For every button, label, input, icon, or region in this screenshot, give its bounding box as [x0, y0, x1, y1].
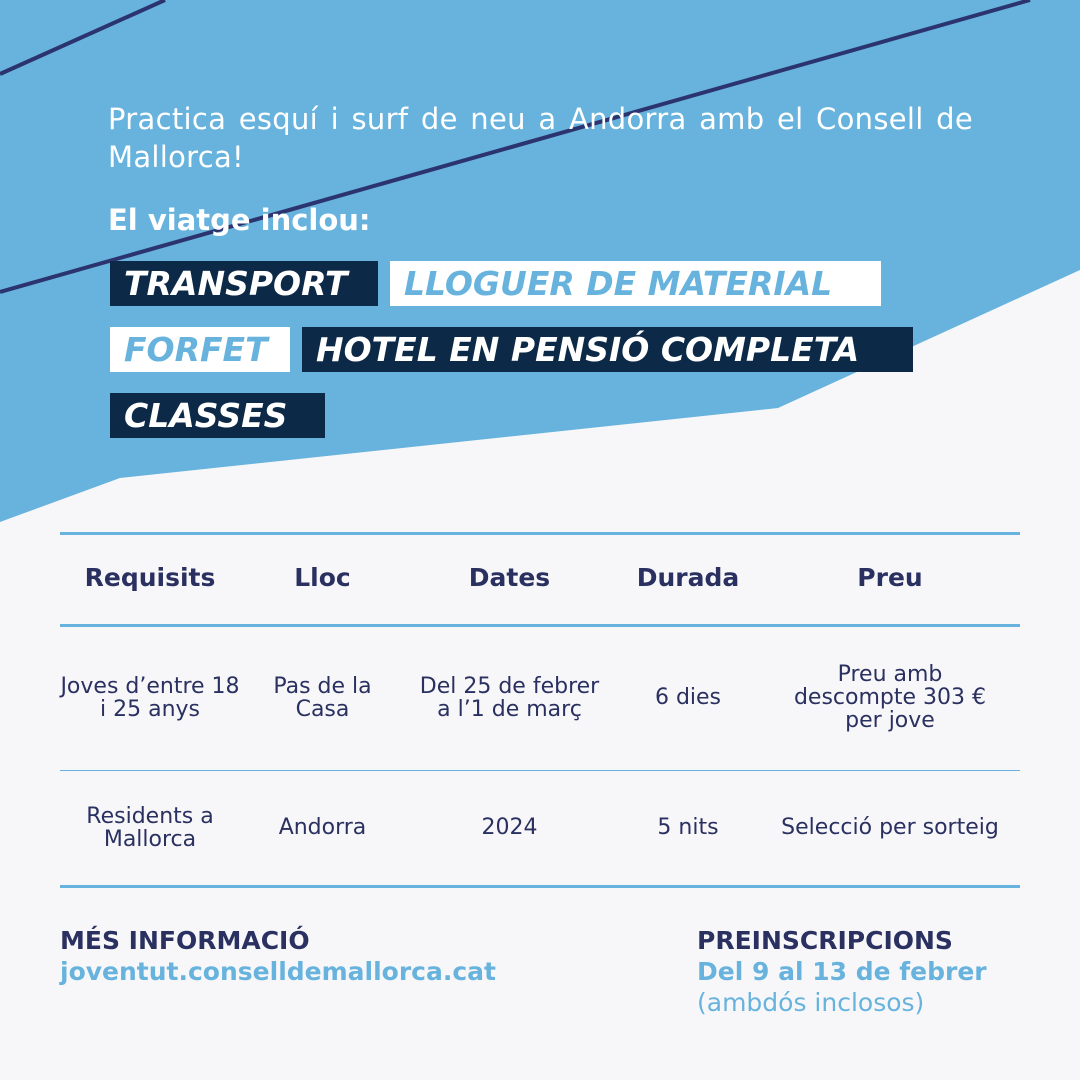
tag-transport: TRANSPORT [110, 261, 378, 306]
header-preu: Preu [857, 563, 923, 592]
preregistration-title: PREINSCRIPCIONS [697, 926, 953, 955]
cell-durada: 5 nits [657, 815, 719, 840]
intro-text: Practica esquí i surf de neu a Andorra amb el Consell de Mallorca! [108, 102, 973, 174]
header-durada: Durada [636, 563, 740, 592]
cell-preu: Preu amb descompte 303 € per jove [793, 662, 987, 733]
cell-dates: 2024 [481, 815, 538, 840]
cell-lloc: Andorra [278, 815, 367, 840]
cell-requisits: Residents a Mallorca [86, 803, 214, 852]
website-link[interactable]: joventut.conselldemallorca.cat [60, 957, 496, 986]
tag-classes: CLASSES [110, 393, 325, 438]
table-rule-bottom [60, 885, 1020, 888]
tag-hotel-pensio-completa: HOTEL EN PENSIÓ COMPLETA [302, 327, 913, 372]
cell-preu: Selecció per sorteig [781, 815, 999, 840]
preregistration-note: (ambdós inclosos) [697, 988, 925, 1017]
includes-heading: El viatge inclou: [108, 203, 371, 237]
header-dates: Dates [468, 563, 551, 592]
cell-requisits: Joves d’entre 18 i 25 anys [60, 673, 240, 722]
tag-forfet: FORFET [110, 327, 290, 372]
preregistration-dates: Del 9 al 13 de febrer [697, 957, 987, 986]
header-lloc: Lloc [294, 563, 351, 592]
cell-dates: Del 25 de febrer a l’1 de març [419, 673, 600, 722]
more-info-title: MÉS INFORMACIÓ [60, 926, 310, 955]
cell-durada: 6 dies [654, 685, 722, 710]
table-rule-middle [60, 770, 1020, 771]
table-rule-header [60, 624, 1020, 627]
tag-lloguer-de-material: LLOGUER DE MATERIAL [390, 261, 881, 306]
cell-lloc: Pas de la Casa [273, 673, 372, 722]
table-rule-top [60, 532, 1020, 535]
header-requisits: Requisits [84, 563, 216, 592]
